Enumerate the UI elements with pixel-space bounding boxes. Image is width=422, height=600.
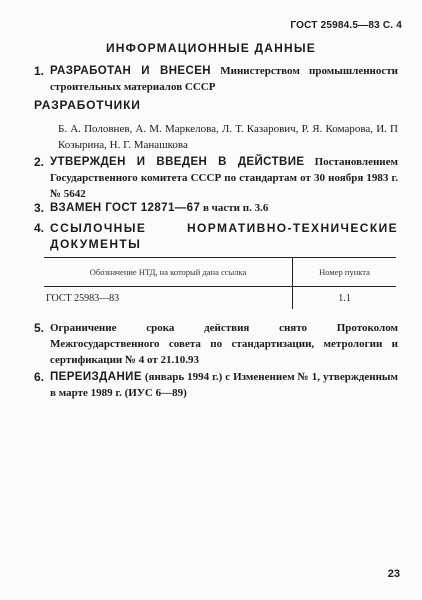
item-lead: ПЕРЕИЗДАНИЕ xyxy=(50,371,142,383)
item-text: Постановлением Государственного комитета СССР по стандартам от 30 ноября 1983 г. № 5642 xyxy=(50,156,399,200)
item-number: 6. xyxy=(34,370,45,384)
item-number: 4. xyxy=(34,221,45,235)
developers-heading: РАЗРАБОТЧИКИ xyxy=(34,98,141,112)
column-header: Номер пункта xyxy=(293,258,397,287)
info-item-2 xyxy=(34,154,398,202)
item-text: (январь 1994 г.) с Изменением № 1, утвержденным в марте 1989 г. (ИУС 6—89) xyxy=(50,371,399,399)
info-item-4 xyxy=(34,220,398,252)
table-cell: ГОСТ 25983—83 xyxy=(46,292,120,304)
info-item-5 xyxy=(34,320,398,368)
item-lead: ВЗАМЕН ГОСТ 12871—67 xyxy=(50,202,201,214)
info-item-1 xyxy=(34,63,398,95)
reference-table xyxy=(44,257,396,309)
table-cell: 1.1 xyxy=(293,287,397,310)
item-number: 5. xyxy=(34,321,45,335)
column-header: Обозначение НТД, на который дана ссылка xyxy=(44,258,293,287)
developers-names: Б. А. Половнев, А. М. Маркелова, Л. Т. Казарович, Р. Я. Комарова, И. П Козырина, Н. Г. Манашкова xyxy=(58,123,398,151)
info-item-3 xyxy=(34,200,398,216)
page-title: ИНФОРМАЦИОННЫЕ ДАННЫЕ xyxy=(105,41,317,55)
item-lead: РАЗРАБОТАН И ВНЕСЕН xyxy=(50,65,211,77)
item-text: Министерством промышленности строительных материалов СССР xyxy=(50,65,399,93)
table-header-row xyxy=(44,258,396,287)
table-row xyxy=(44,287,396,310)
item-number: 1. xyxy=(34,64,45,78)
item-text: в части п. 3.6 xyxy=(202,202,269,214)
document-reference: ГОСТ 25984.5—83 С. 4 xyxy=(290,20,402,31)
item-number: 2. xyxy=(34,155,45,169)
item-text: Ограничение срока действия снято Протоколом Межгосударственного совета по стандартизации, метрологии и сертификации № 4 от 21.10.93 xyxy=(50,322,398,366)
info-item-6 xyxy=(34,369,398,401)
item-lead: ССЫЛОЧНЫЕ НОРМАТИВНО-ТЕХНИЧЕСКИЕ ДОКУМЕНТЫ xyxy=(50,221,398,251)
item-lead: УТВЕРЖДЕН И ВВЕДЕН В ДЕЙСТВИЕ xyxy=(50,156,305,168)
page-number: 23 xyxy=(387,568,400,580)
item-number: 3. xyxy=(34,201,45,215)
